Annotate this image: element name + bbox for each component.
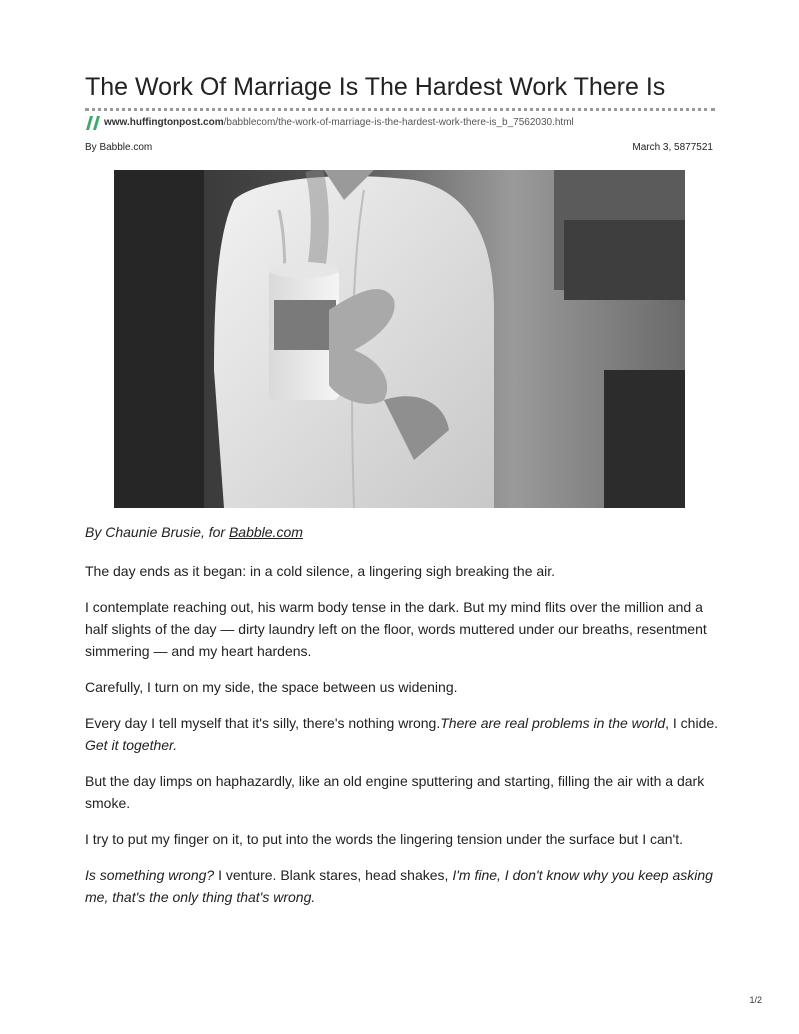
paragraph-6: I try to put my finger on it, to put into the words the lingering tension under the surface but I can't. [85,831,684,847]
babble-link[interactable]: Babble.com [228,524,303,540]
credit-prefix: By Chaunie Brusie, for [85,524,229,540]
p7-italic-c: I'm fine, I don't know why you keep asking me, that's the only thing that's wrong. [85,867,713,905]
article-body [85,560,725,908]
article-photo [114,170,685,508]
article-title: The Work Of Marriage Is The Hardest Work There Is [85,73,666,101]
p7-italic-a: Is something wrong? [85,867,215,883]
source-path: /babblecom/the-work-of-marriage-is-the-hardest-work-there-is_b_7562030.html [223,117,574,128]
publish-date: March 3, 5877521 [632,142,713,153]
paragraph-2: I contemplate reaching out, his warm body tense in the dark. But my mind flits over the million and a half slights of the day — dirty laundry left on the floor, words muttered under our breaths, resentment simmering — and my heart hardens. [85,599,707,659]
hp-logo-icon [85,116,101,130]
p4-text-a: Every day I tell myself that it's silly, there's nothing wrong. [85,715,441,731]
p4-italic-d: Get it together. [85,737,178,753]
title-divider [85,108,715,111]
source-domain: www.huffingtonpost.com [104,117,224,128]
source-row [85,116,715,130]
paragraph-5: But the day limps on haphazardly, like an old engine sputtering and starting, filling the air with a dark smoke. [85,773,705,811]
author-credit [85,521,303,543]
byline: By Babble.com [85,142,153,153]
p4-text-c: , I chide. [665,715,719,731]
paragraph-4 [85,712,725,756]
paragraph-3: Carefully, I turn on my side, the space between us widening. [85,679,458,695]
source-url[interactable] [104,117,574,129]
page-number: 1/2 [749,995,762,1005]
paragraph-7 [85,864,725,908]
paragraph-1: The day ends as it began: in a cold silence, a lingering sigh breaking the air. [85,563,556,579]
p7-text-b: I venture. Blank stares, head shakes, [214,867,453,883]
p4-italic-b: There are real problems in the world [440,715,666,731]
